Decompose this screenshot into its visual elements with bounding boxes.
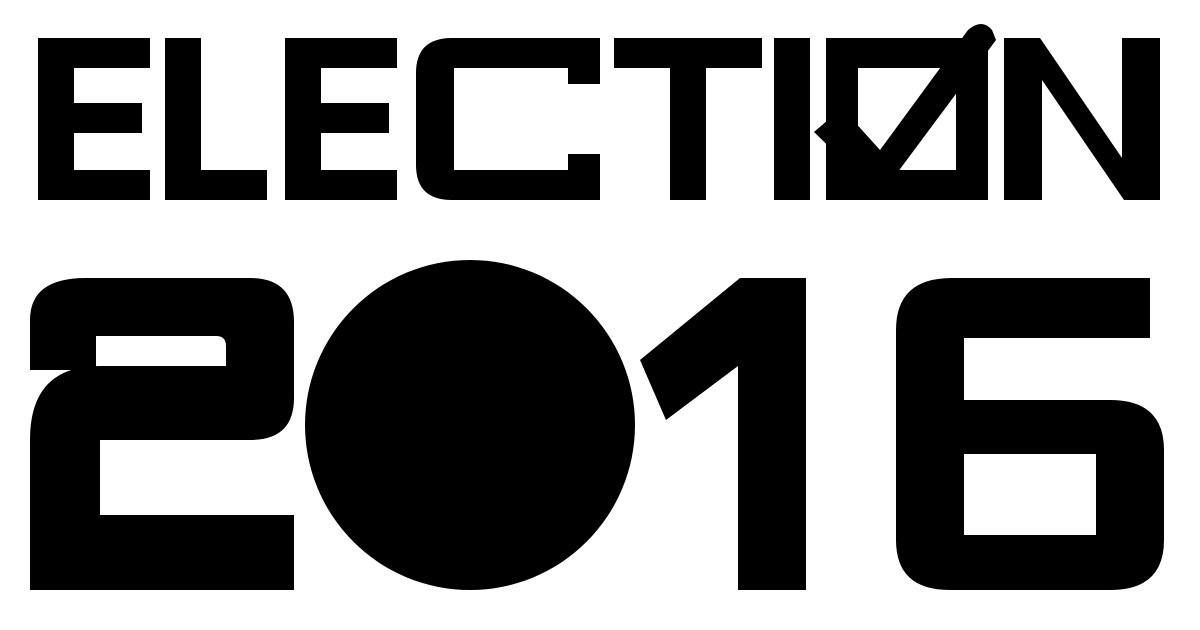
headline-election: [38, 38, 1160, 200]
headline-letter-e-2: [285, 38, 397, 200]
headline-letter-l: [165, 38, 267, 200]
flag-canton: [313, 268, 473, 437]
american-flag-icon: [305, 260, 635, 590]
year-digit-6: [896, 278, 1164, 590]
headline-letter-i: [774, 38, 810, 200]
year-digit-2: [30, 278, 294, 590]
headline-letter-e-1: [38, 38, 150, 200]
year-digit-1: [640, 278, 806, 590]
headline-letter-t: [614, 38, 762, 200]
headline-letter-c: [416, 38, 600, 200]
headline-letter-n: [1004, 38, 1160, 200]
